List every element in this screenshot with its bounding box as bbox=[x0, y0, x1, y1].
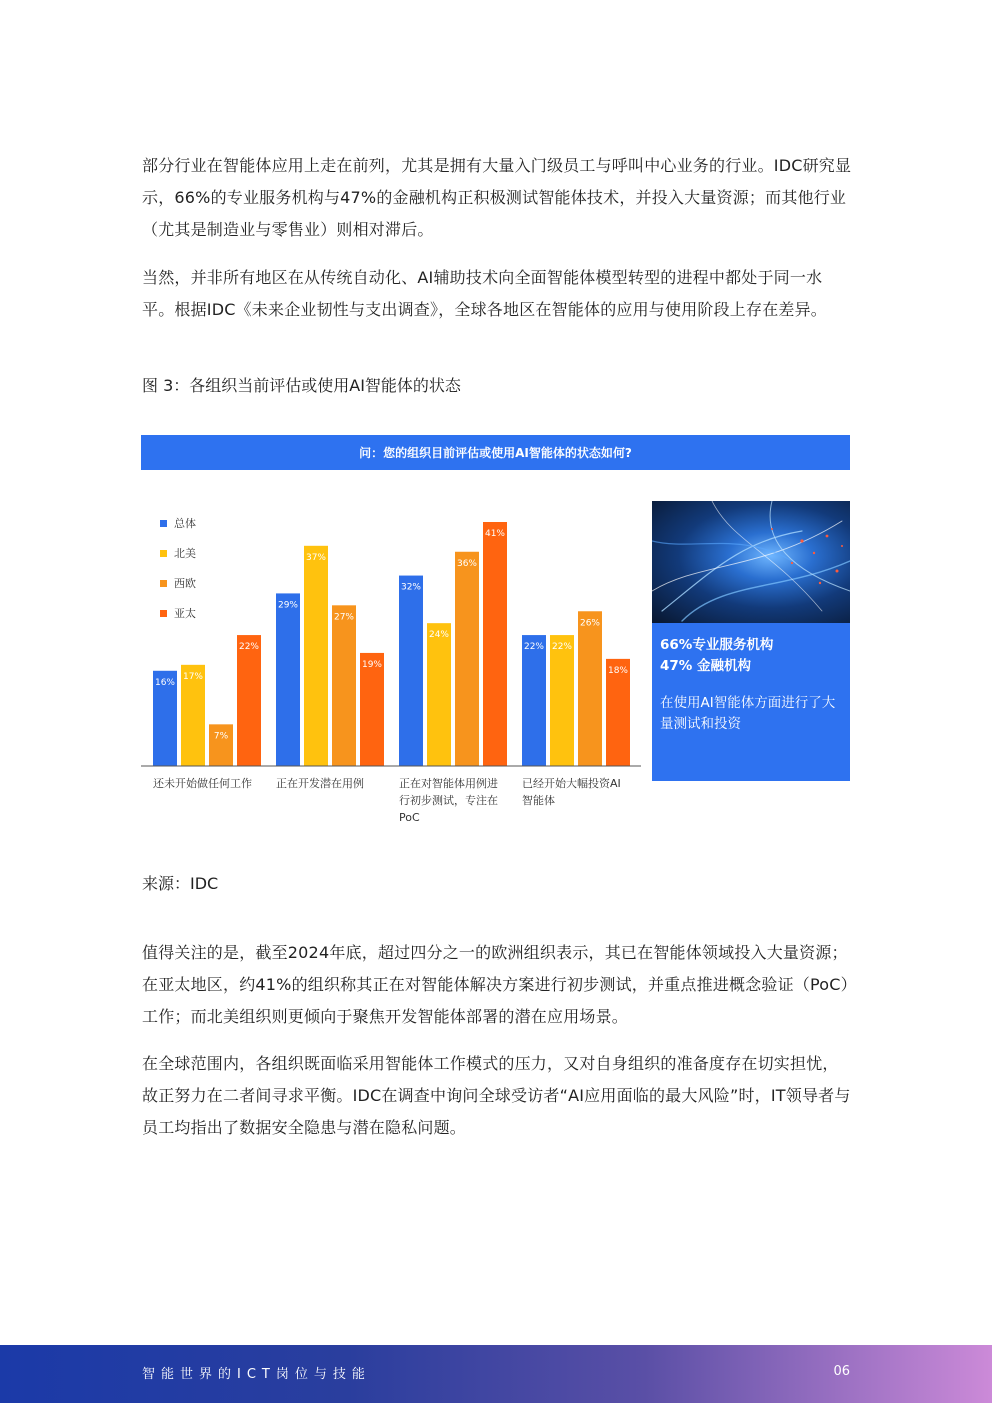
bar bbox=[550, 635, 574, 766]
legend-swatch bbox=[160, 610, 167, 617]
legend-label: 亚太 bbox=[174, 607, 196, 620]
page-footer bbox=[0, 1345, 992, 1403]
x-tick-label: 已经开始大幅投资AI bbox=[522, 777, 621, 790]
source-note: 来源：IDC bbox=[142, 874, 219, 893]
bar bbox=[276, 593, 300, 766]
stat-financial-institutions: 47% 金融机构 bbox=[660, 658, 752, 674]
bar bbox=[455, 552, 479, 766]
highlight-card bbox=[652, 623, 850, 781]
x-tick-label: 正在开发潜在用例 bbox=[276, 777, 364, 790]
regional-paragraph: 当然，并非所有地区在从传统自动化、AI辅助技术向全面智能体模型转型的进程中都处于同一水平。根据IDC《未来企业韧性与支出调查》，全球各地区在智能体的应用与使用阶段上存在差异。 bbox=[142, 268, 828, 319]
legend-label: 西欧 bbox=[174, 577, 196, 590]
page-number: 06 bbox=[833, 1364, 850, 1379]
legend-label: 总体 bbox=[174, 517, 196, 530]
legend-swatch bbox=[160, 580, 167, 587]
bar bbox=[399, 576, 423, 766]
legend-label: 北美 bbox=[174, 547, 196, 560]
bar-value-label: 17% bbox=[182, 671, 204, 682]
x-tick-label: PoC bbox=[399, 811, 420, 824]
bar bbox=[522, 635, 546, 766]
intro-paragraph: 部分行业在智能体应用上走在前列，尤其是拥有大量入门级员工与呼叫中心业务的行业。IDC研究显示，66%的专业服务机构与47%的金融机构正积极测试智能体技术，并投入大量资源；而其他行业（尤其是制造业与零售业）则相对滞后。 bbox=[142, 156, 852, 239]
legend-swatch bbox=[160, 550, 167, 557]
bar-value-label: 22% bbox=[551, 642, 573, 653]
x-tick-label: 行初步测试，专注在 bbox=[399, 794, 498, 807]
bar-value-label: 41% bbox=[484, 529, 506, 539]
bar-value-label: 18% bbox=[607, 665, 629, 676]
risk-paragraph: 在全球范围内，各组织既面临采用智能体工作模式的压力，又对自身组织的准备度存在切实担忧，故正努力在二者间寻求平衡。IDC在调查中询问全球受访者“AI应用面临的最大风险”时，IT领导者与员工均指出了数据安全隐患与潜在隐私问题。 bbox=[142, 1054, 851, 1137]
survey-question-banner bbox=[141, 435, 850, 470]
bar bbox=[578, 611, 602, 766]
stat-professional-services: 66%专业服务机构 bbox=[660, 637, 774, 653]
x-tick-label: 还未开始做任何工作 bbox=[153, 777, 252, 790]
figure-caption: 图 3：各组织当前评估或使用AI智能体的状态 bbox=[142, 376, 461, 395]
bar-value-label: 7% bbox=[213, 731, 229, 742]
bar bbox=[237, 635, 261, 766]
report-title: 智能世界的ICT岗位与技能 bbox=[142, 1367, 371, 1382]
legend-swatch bbox=[160, 520, 167, 527]
bar-value-label: 26% bbox=[579, 618, 601, 629]
bar bbox=[427, 623, 451, 766]
bar-value-label: 24% bbox=[428, 630, 450, 641]
bar-value-label: 27% bbox=[333, 612, 355, 623]
bar-value-label: 22% bbox=[238, 642, 260, 653]
x-tick-label: 智能体 bbox=[522, 794, 555, 807]
x-tick-label: 正在对智能体用例进 bbox=[399, 777, 498, 790]
abstract-light-trails-image bbox=[652, 501, 850, 623]
bar-value-label: 19% bbox=[361, 659, 383, 670]
bar-value-label: 37% bbox=[305, 552, 327, 563]
bar-value-label: 36% bbox=[456, 558, 478, 569]
bar-value-label: 29% bbox=[277, 600, 299, 611]
findings-paragraph: 值得关注的是，截至2024年底，超过四分之一的欧洲组织表示，其已在智能体领域投入大量资源；在亚太地区，约41%的组织称其正在对智能体解决方案进行初步测试，并重点推进概念验证（PoC）工作；而北美组织则更倾向于聚焦开发智能体部署的潜在应用场景。 bbox=[142, 943, 849, 1026]
bar bbox=[483, 522, 507, 766]
bar-value-label: 16% bbox=[154, 677, 176, 688]
bar-value-label: 22% bbox=[523, 642, 545, 653]
card-description: 在使用AI智能体方面进行了大量测试和投资 bbox=[660, 695, 836, 732]
bar-value-label: 32% bbox=[400, 582, 422, 593]
bar bbox=[304, 546, 328, 766]
survey-question-text: 问：您的组织目前评估或使用AI智能体的状态如何? bbox=[359, 446, 632, 460]
bar-chart bbox=[141, 500, 646, 830]
bar bbox=[332, 605, 356, 766]
